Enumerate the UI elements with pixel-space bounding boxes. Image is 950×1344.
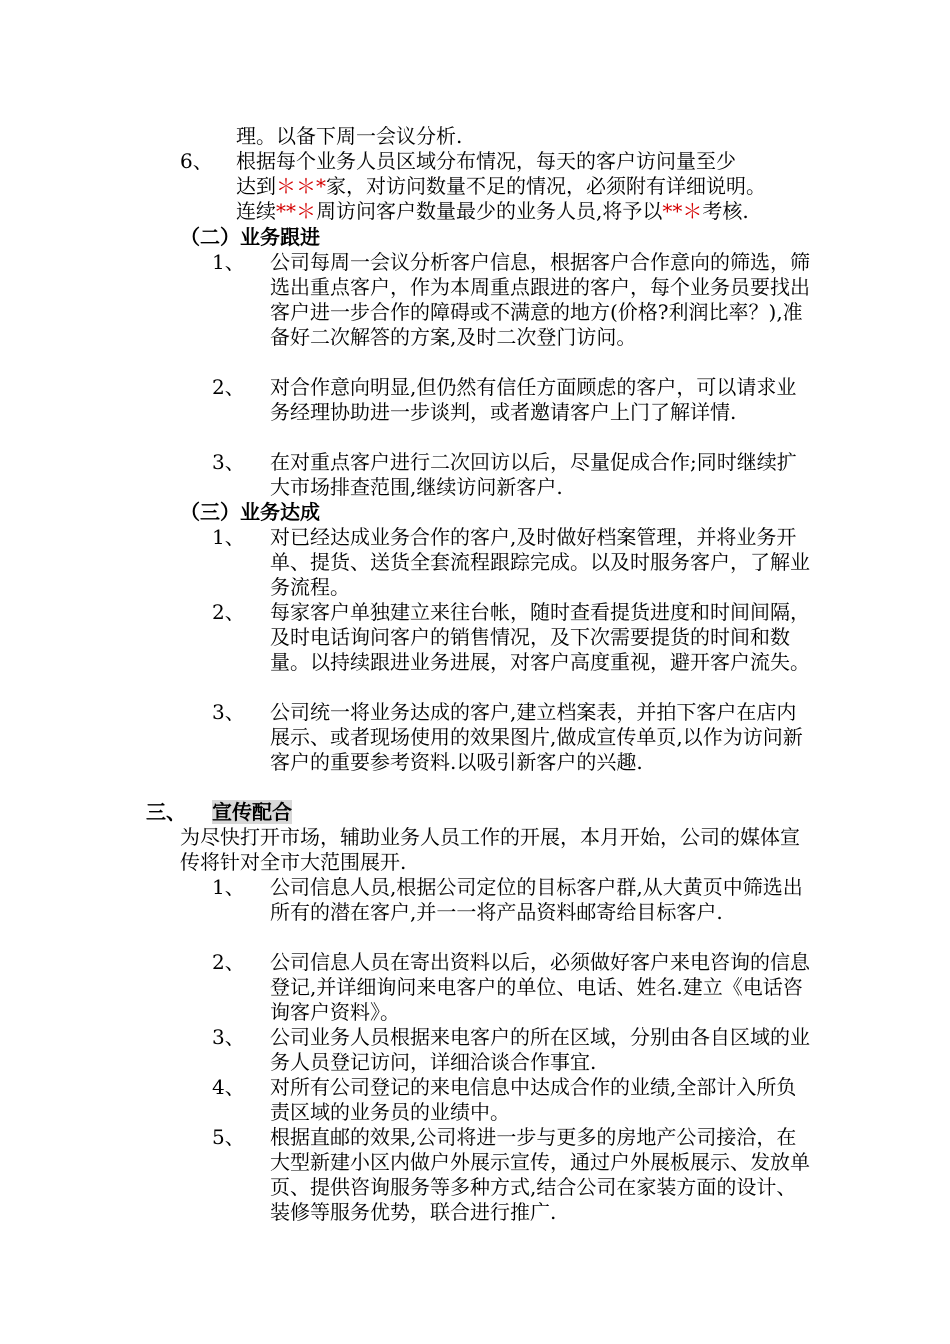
- part3-item-2-number: 2、: [212, 950, 245, 974]
- part-3-title-text: 宣传配合: [212, 800, 292, 824]
- sec2-item-1-text: 公司每周一会议分析客户信息，根据客户合作意向的筛选，筛选出重点客户，作为本周重点跟进的客户，每个业务员要找出客户进一步合作的障碍或不满意的地方(价格?利润比率？),准备好二次解答的方案,及时二次登门访问。: [270, 250, 810, 349]
- part3-item-3-text: 公司业务人员根据来电客户的所在区域，分别由各自区域的业务人员登记访问，详细洽谈合作事宜.: [270, 1025, 810, 1074]
- item-6-line2a: 达到: [236, 174, 276, 198]
- section-heading-achievement: （三）业务达成: [180, 500, 320, 524]
- sec2-item-3-text: 在对重点客户进行二次回访以后，尽量促成合作;同时继续扩大市场排查范围,继续访问新客户.: [270, 450, 797, 499]
- item-6-line3c: 周访问客户数量最少的业务人员,将予以: [316, 199, 663, 223]
- part3-item-1-text: 公司信息人员,根据公司定位的目标客户群,从大黄页中筛选出所有的潜在客户,并一一将产品资料邮寄给目标客户.: [270, 875, 803, 924]
- part-3-number: 三、: [146, 800, 186, 824]
- part-3-intro: 为尽快打开市场，辅助业务人员工作的开展，本月开始，公司的媒体宣传将针对全市大范围展开.: [180, 825, 800, 874]
- part-3-title: [212, 800, 292, 825]
- sec3-item-3-text: 公司统一将业务达成的客户,建立档案表，并拍下客户在店内展示、或者现场使用的效果图片,做成宣传单页,以作为访问新客户的重要参考资料.以吸引新客户的兴趣.: [270, 700, 803, 774]
- sec3-item-2-text: 每家客户单独建立来往台帐，随时查看提货进度和时间间隔，及时电话询问客户的销售情况，及下次需要提货的时间和数量。以持续跟进业务进展，对客户高度重视，避开客户流失。: [270, 600, 810, 674]
- sec2-item-3-number: 3、: [212, 450, 245, 474]
- item-6-line3a: 连续: [236, 199, 276, 223]
- part3-item-4-number: 4、: [212, 1075, 245, 1099]
- sec2-item-1-number: 1、: [212, 250, 245, 274]
- item-6-line1: 根据每个业务人员区域分布情况，每天的客户访问量至少: [236, 149, 736, 173]
- part3-item-5-number: 5、: [212, 1125, 245, 1149]
- placeholder-mark: **＊: [276, 199, 316, 223]
- sec3-item-1-text: 对已经达成业务合作的客户,及时做好档案管理，并将业务开单、提货、送货全套流程跟踪完成。以及时服务客户，了解业务流程。: [270, 525, 810, 599]
- sec3-item-3-number: 3、: [212, 700, 245, 724]
- section-heading-follow-up: （二）业务跟进: [180, 225, 320, 249]
- part3-item-3-number: 3、: [212, 1025, 245, 1049]
- item-6-line2c: 家，对访问数量不足的情况，必须附有详细说明。: [326, 174, 766, 198]
- sec3-item-2-number: 2、: [212, 600, 245, 624]
- sec2-item-2-number: 2、: [212, 375, 245, 399]
- sec3-item-1-number: 1、: [212, 525, 245, 549]
- item-6-text: [236, 149, 816, 224]
- placeholder-mark: **＊: [662, 199, 703, 223]
- part3-item-2-text: 公司信息人员在寄出资料以后，必须做好客户来电咨询的信息登记,并详细询问来电客户的单位、电话、姓名.建立《电话咨询客户资料》。: [270, 950, 810, 1024]
- item-6-line3e: 考核.: [702, 199, 749, 223]
- sec2-item-2-text: 对合作意向明显,但仍然有信任方面顾虑的客户，可以请求业务经理协助进一步谈判，或者邀请客户上门了解详情.: [270, 375, 797, 424]
- part3-item-5-text: 根据直邮的效果,公司将进一步与更多的房地产公司接洽，在大型新建小区内做户外展示宣传，通过户外展板展示、发放单页、提供咨询服务等多种方式,结合公司在家装方面的设计、装修等服务优势，联合进行推广.: [270, 1125, 810, 1224]
- top-continuation-text: 理。以备下周一会议分析.: [236, 124, 463, 148]
- item-6-number: 6、: [180, 149, 213, 173]
- placeholder-mark: ＊＊*: [276, 174, 326, 198]
- part3-item-1-number: 1、: [212, 875, 245, 899]
- part3-item-4-text: 对所有公司登记的来电信息中达成合作的业绩,全部计入所负责区域的业务员的业绩中。: [270, 1075, 797, 1124]
